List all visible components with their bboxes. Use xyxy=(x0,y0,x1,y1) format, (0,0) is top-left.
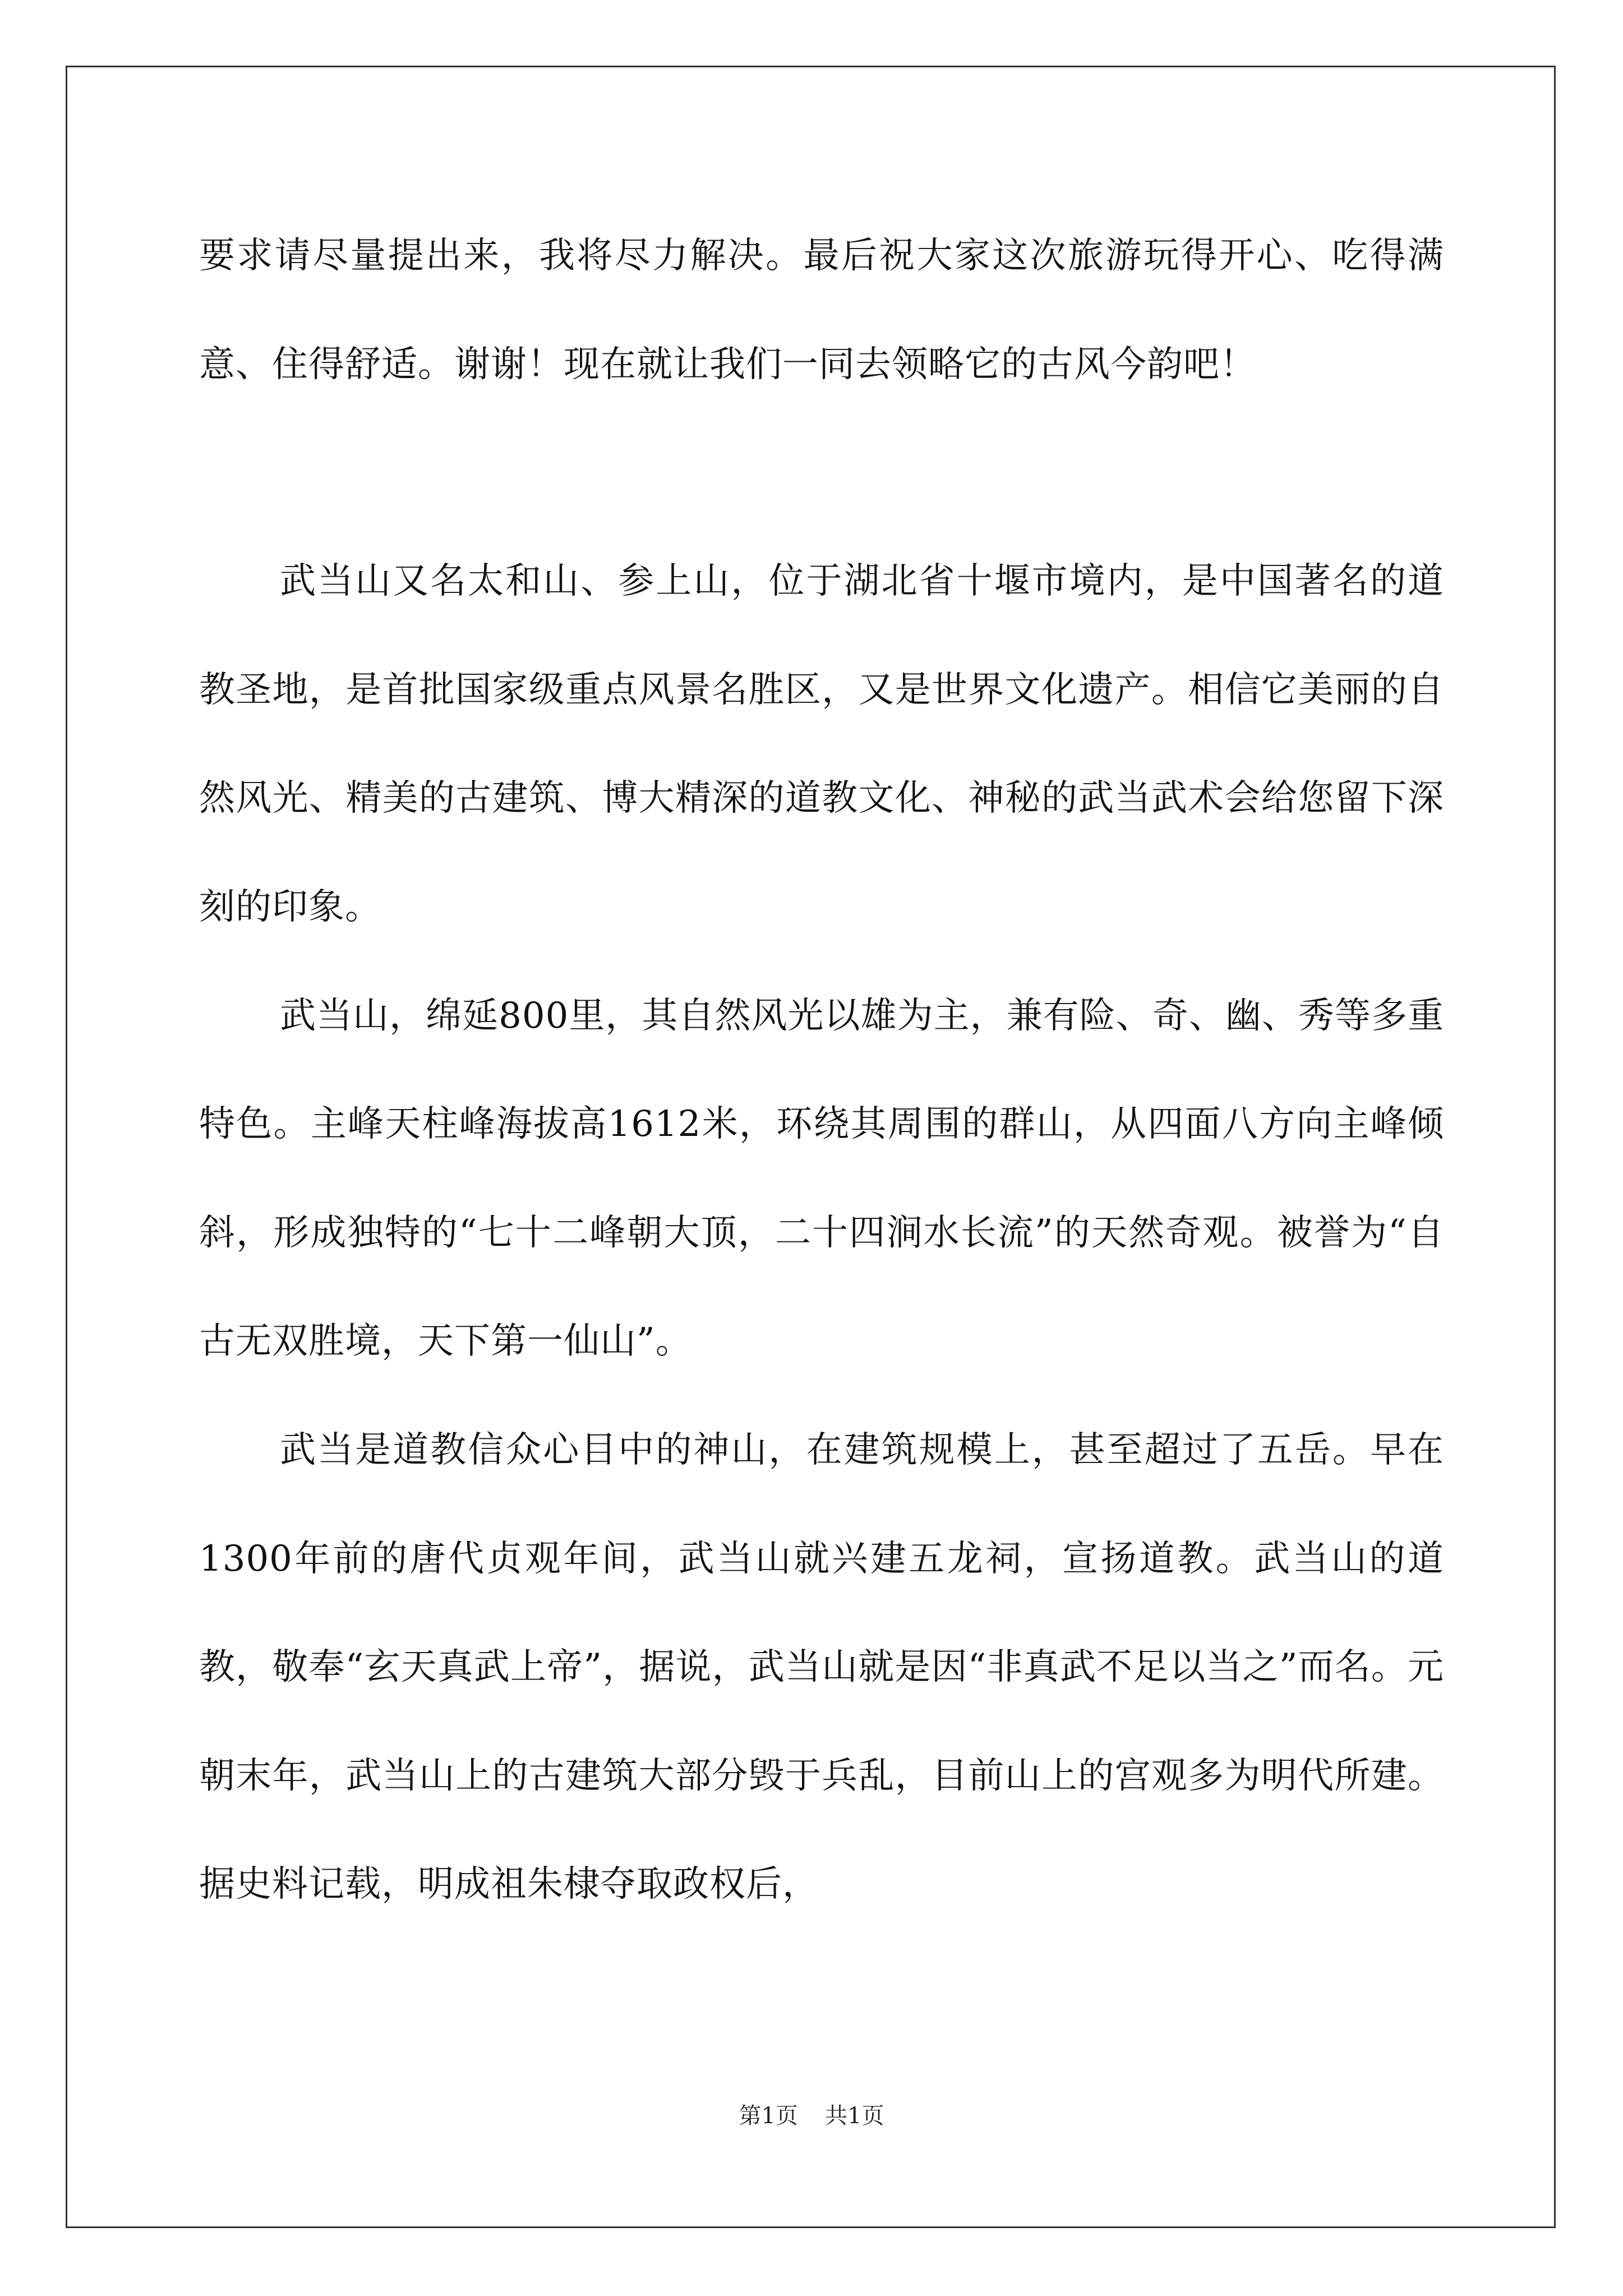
paragraph-wudang-taoism: 武当是道教信众心目中的神山，在建筑规模上，甚至超过了五岳。早在1300年前的唐代贞观年间，武当山就兴建五龙祠，宣扬道教。武当山的道教，敬奉“玄天真武上帝”，据说，武当山就是因“非真武不足以当之”而名。元朝末年，武当山上的古建筑大部分毁于兵乱，目前山上的宫观多为明代所建。据史料记载，明成祖朱棣夺取政权后， xyxy=(199,1429,1444,1906)
paragraph-wudang-intro: 武当山又名太和山、参上山，位于湖北省十堰市境内，是中国著名的道教圣地，是首批国家级重点风景名胜区，又是世界文化遗产。相信它美丽的自然风光、精美的古建筑、博大精深的道教文化、神秘的武当武术会给您留下深刻的印象。 xyxy=(199,560,1444,928)
paragraph-wudang-scenery: 武当山，绵延800里，其自然风光以雄为主，兼有险、奇、幽、秀等多重特色。主峰天柱峰海拔高1612米，环绕其周围的群山，从四面八方向主峰倾斜，形成独特的“七十二峰朝大顶，二十四涧水长流”的天然奇观。被誉为“自古无双胜境，天下第一仙山”。 xyxy=(199,995,1444,1363)
page-number-total: 共1页 xyxy=(825,2103,884,2129)
document-body xyxy=(199,202,1444,1939)
paragraph-closing-remarks: 要求请尽量提出来，我将尽力解决。最后祝大家这次旅游玩得开心、吃得满意、住得舒适。谢谢！现在就让我们一同去领略它的古风今韵吧！ xyxy=(199,235,1444,385)
page-number-current: 第1页 xyxy=(739,2103,798,2129)
page-footer xyxy=(0,2098,1623,2130)
